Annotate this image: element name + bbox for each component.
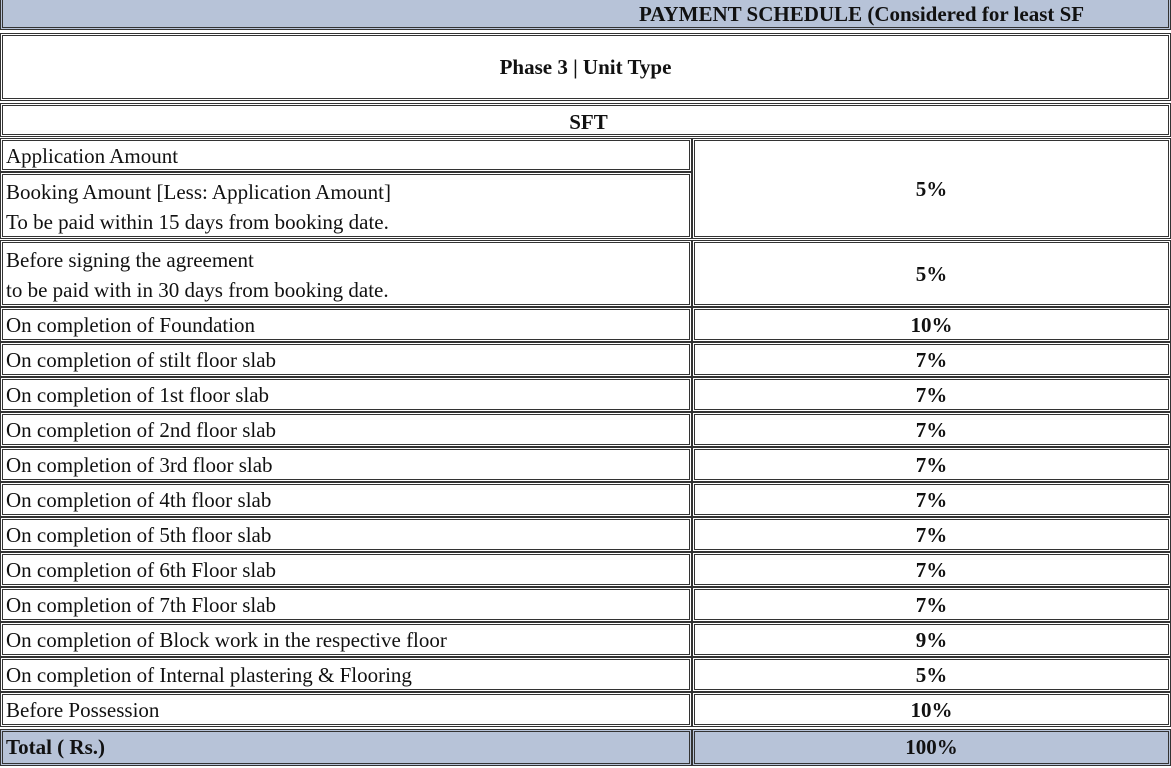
percentage-value: 7%: [915, 488, 948, 512]
percentage-cell: [692, 447, 1171, 482]
percentage-cell: [692, 622, 1171, 657]
percentage-cell: [692, 587, 1171, 622]
schedule-row-label: [0, 377, 692, 412]
percentage-cell: [692, 552, 1171, 587]
row-line: On completion of 4th floor slab: [6, 488, 272, 512]
schedule-row-label: [0, 412, 692, 447]
schedule-row-label: [0, 517, 692, 552]
row-line: On completion of Block work in the respective floor: [6, 628, 447, 652]
sheet-title: PAYMENT SCHEDULE (Considered for least SF: [639, 2, 1085, 26]
schedule-row-label: [0, 657, 692, 692]
schedule-row-label: [0, 622, 692, 657]
percentage-value: 5%: [915, 663, 948, 687]
row-line: Booking Amount [Less: Application Amount]: [6, 180, 391, 204]
row-line: Before signing the agreement: [6, 248, 254, 272]
total-label-cell: [0, 729, 692, 766]
percentage-value: 7%: [915, 348, 948, 372]
percentage-cell: [692, 377, 1171, 412]
schedule-row-label: [0, 138, 692, 172]
schedule-row-label: [0, 552, 692, 587]
row-line: Before Possession: [6, 698, 160, 722]
percentage-cell: [692, 240, 1171, 307]
percentage-cell: [692, 307, 1171, 342]
row-line: On completion of Internal plastering & Flooring: [6, 663, 412, 687]
percentage-value: 5%: [915, 177, 948, 201]
percentage-cell: [692, 657, 1171, 692]
schedule-row-label: [0, 307, 692, 342]
percentage-value: 7%: [915, 418, 948, 442]
percentage-value: 10%: [910, 698, 953, 722]
row-line: to be paid with in 30 days from booking date.: [6, 278, 389, 302]
total-value-cell: [692, 729, 1171, 766]
percentage-cell: [692, 517, 1171, 552]
row-line: To be paid within 15 days from booking date.: [6, 210, 389, 234]
schedule-row-label: [0, 692, 692, 727]
row-line: On completion of 1st floor slab: [6, 383, 270, 407]
row-line: Application Amount: [6, 144, 179, 168]
percentage-cell: [692, 412, 1171, 447]
percentage-value: 7%: [915, 558, 948, 582]
percentage-cell: [692, 482, 1171, 517]
row-line: On completion of 3rd floor slab: [6, 453, 273, 477]
row-line: On completion of 6th Floor slab: [6, 558, 277, 582]
total-value: 100%: [905, 735, 958, 759]
row-line: On completion of 2nd floor slab: [6, 418, 277, 442]
percentage-cell: [692, 342, 1171, 377]
schedule-row-label: [0, 447, 692, 482]
unit-header: [0, 103, 1171, 137]
schedule-row-label: [0, 342, 692, 377]
row-line: On completion of stilt floor slab: [6, 348, 277, 372]
row-line: On completion of 7th Floor slab: [6, 593, 277, 617]
phase-label: Phase 3 | Unit Type: [499, 55, 672, 79]
percentage-value: 7%: [915, 593, 948, 617]
title-bar: [0, 0, 1171, 30]
row-line: On completion of Foundation: [6, 313, 256, 337]
percentage-value: 5%: [915, 262, 948, 286]
schedule-row-label: [0, 587, 692, 622]
unit-label: SFT: [569, 110, 608, 134]
percentage-value: 7%: [915, 523, 948, 547]
schedule-row-label: [0, 240, 692, 307]
percentage-value: 9%: [915, 628, 948, 652]
merged-percentage-cell: [692, 138, 1171, 239]
percentage-value: 7%: [915, 383, 948, 407]
total-label: Total ( Rs.): [6, 735, 105, 759]
schedule-row-label: [0, 172, 692, 239]
schedule-row-label: [0, 482, 692, 517]
percentage-value: 7%: [915, 453, 948, 477]
percentage-cell: [692, 692, 1171, 727]
percentage-value: 10%: [910, 313, 953, 337]
phase-header: [0, 33, 1171, 101]
row-line: On completion of 5th floor slab: [6, 523, 272, 547]
